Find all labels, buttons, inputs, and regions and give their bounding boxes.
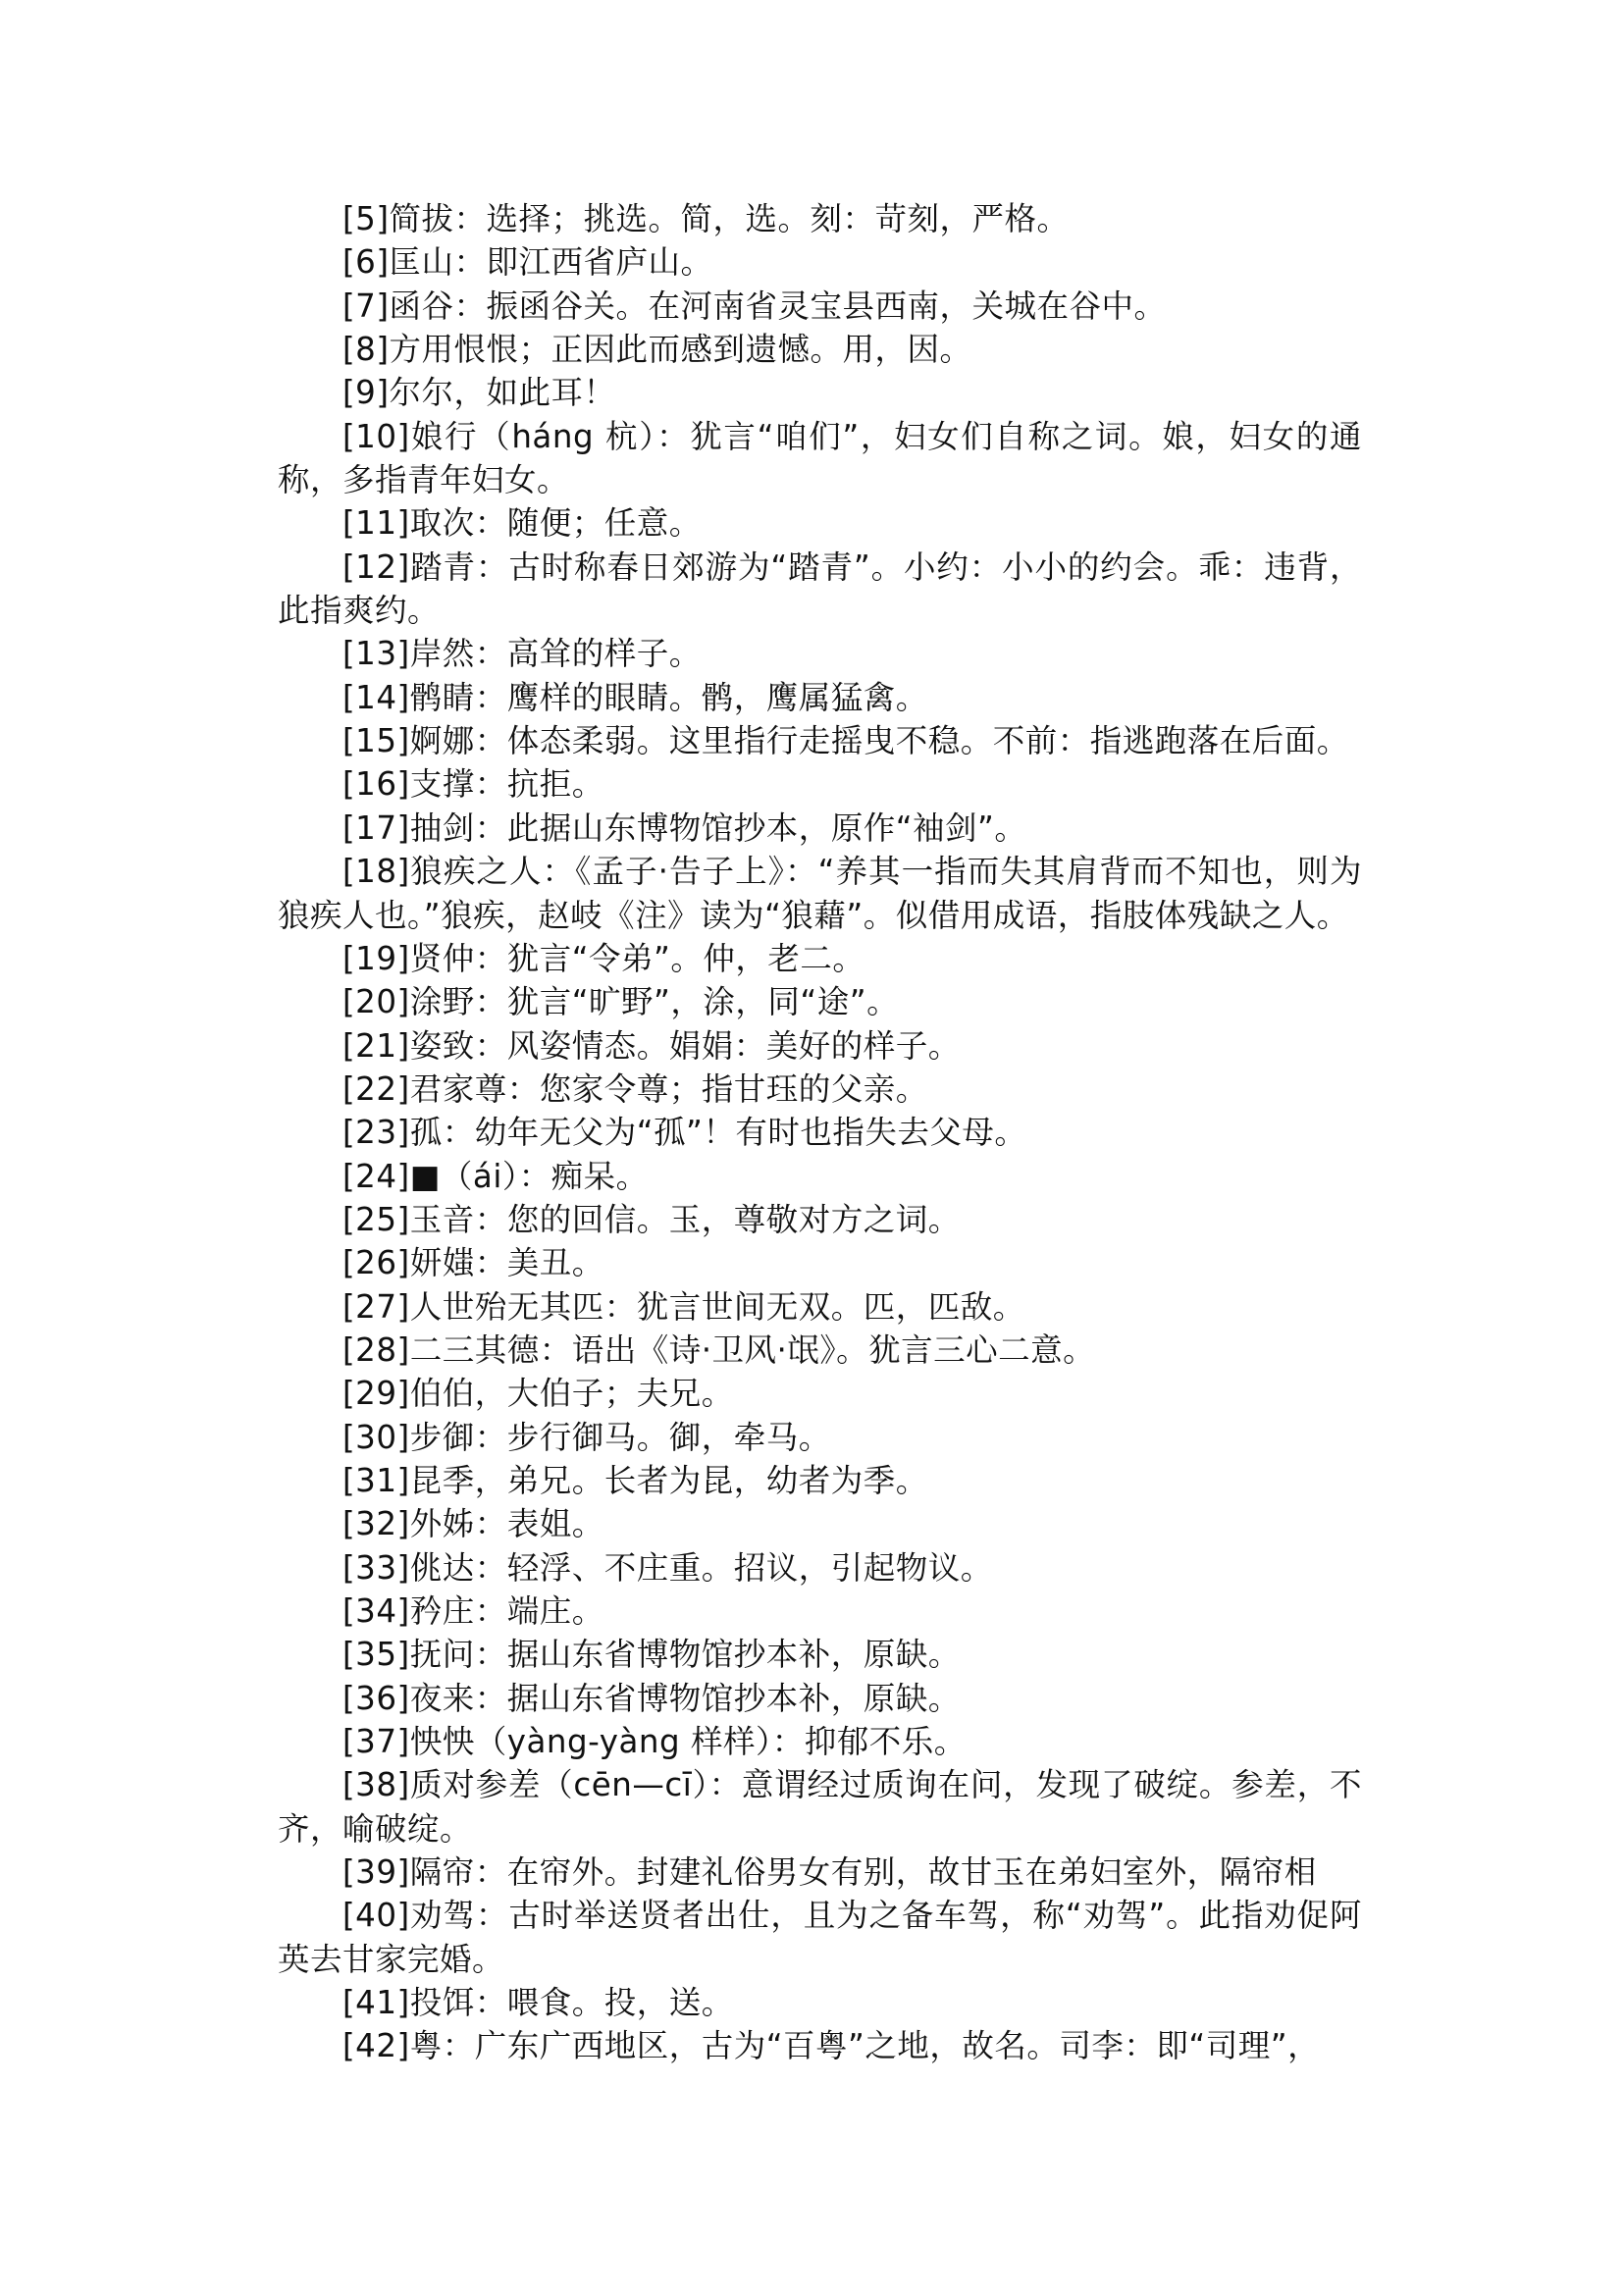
annotation-note-23: [23]孤：幼年无父为“孤”！有时也指失去父母。 (342, 1114, 1027, 1152)
annotation-note-28: [28]二三其德：语出《诗·卫风·氓》。犹言三心二意。 (342, 1330, 1096, 1369)
annotation-note-5: [5]简拔：选择；挑选。简，选。刻：苛刻，严格。 (342, 200, 1070, 237)
annotation-note-8: [8]方用恨恨；正因此而感到遗憾。用，因。 (342, 331, 972, 369)
annotation-note-10: [10]娘行（háng 杭）：犹言“咱们”，妇女们自称之词。娘，妇女的通称，多指青年妇女。 (278, 417, 1362, 499)
annotation-note-12: [12]踏青：古时称春日郊游为“踏青”。小约：小小的约会。乖：违背，此指爽约。 (278, 547, 1362, 630)
annotation-note-39: [39]隔帘：在帘外。封建礼俗男女有别，故甘玉在弟妇室外，隔帘相 (342, 1853, 1317, 1892)
annotation-note-21: [21]姿致：风姿情态。娟娟：美好的样子。 (342, 1026, 961, 1065)
annotation-note-14: [14]鹘睛：鹰样的眼睛。鹘，鹰属猛禽。 (342, 678, 928, 716)
annotation-note-32: [32]外姊：表姐。 (342, 1505, 604, 1543)
annotation-note-17: [17]抽剑：此据山东博物馆抄本，原作“袖剑”。 (342, 808, 1027, 847)
annotation-note-42: [42]粤：广东广西地区，古为“百粤”之地，故名。司李：即“司理”， (342, 2027, 1321, 2065)
annotation-note-27: [27]人世殆无其匹：犹言世间无双。匹，匹敌。 (342, 1287, 1025, 1326)
annotation-note-31: [31]昆季，弟兄。长者为昆，幼者为季。 (342, 1461, 928, 1499)
annotation-note-18: [18]狼疾之人：《孟子·告子上》：“养其一指而失其肩背而不知也，则为狼疾人也。”狼疾，赵岐《注》读为“狼藉”。似借用成语，指肢体残缺之人。 (278, 853, 1362, 934)
annotation-note-19: [19]贤仲：犹言“令弟”。仲，老二。 (342, 939, 865, 977)
annotation-note-24: [24]■（ái）：痴呆。 (342, 1157, 649, 1195)
annotation-note-35: [35]抚问：据山东省博物馆抄本补，原缺。 (342, 1636, 961, 1674)
annotation-note-37: [37]怏怏（yàng-yàng 样样）：抑郁不乐。 (342, 1723, 967, 1761)
annotation-note-30: [30]步御：步行御马。御，牵马。 (342, 1418, 831, 1456)
annotation-note-26: [26]妍媸：美丑。 (342, 1244, 604, 1282)
annotation-note-38: [38]质对参差（cēn—cī）：意谓经过质询在问，发现了破绽。参差，不齐，喻破绽。 (278, 1766, 1362, 1848)
annotation-note-13: [13]岸然：高耸的样子。 (342, 635, 702, 673)
annotation-note-11: [11]取次：随便；任意。 (342, 504, 702, 543)
annotation-note-20: [20]涂野：犹言“旷野”，涂，同“途”。 (342, 983, 900, 1021)
annotation-note-9: [9]尔尔，如此耳！ (342, 374, 616, 412)
annotation-note-7: [7]函谷：振函谷关。在河南省灵宝县西南，关城在谷中。 (342, 287, 1167, 325)
annotation-note-36: [36]夜来：据山东省博物馆抄本补，原缺。 (342, 1679, 961, 1717)
annotation-note-16: [16]支撑：抗拒。 (342, 765, 604, 804)
annotation-note-40: [40]劝驾：古时举送贤者出仕，且为之备车驾，称“劝驾”。此指劝促阿英去甘家完婚。 (278, 1897, 1362, 1978)
annotation-note-25: [25]玉音：您的回信。玉，尊敬对方之词。 (342, 1200, 961, 1238)
annotation-note-41: [41]投饵：喂食。投，送。 (342, 1984, 734, 2022)
annotation-note-6: [6]匡山：即江西省庐山。 (342, 243, 713, 282)
annotation-note-33: [33]佻达：轻浮、不庄重。招议，引起物议。 (342, 1548, 993, 1587)
annotation-note-29: [29]伯伯，大伯子；夫兄。 (342, 1375, 734, 1413)
annotation-note-15: [15]婀娜：体态柔弱。这里指行走摇曳不稳。不前：指逃跑落在后面。 (342, 722, 1349, 760)
annotation-list (278, 197, 1362, 2068)
annotation-note-34: [34]矜庄：端庄。 (342, 1592, 604, 1630)
annotation-note-22: [22]君家尊：您家令尊；指甘珏的父亲。 (342, 1069, 928, 1108)
